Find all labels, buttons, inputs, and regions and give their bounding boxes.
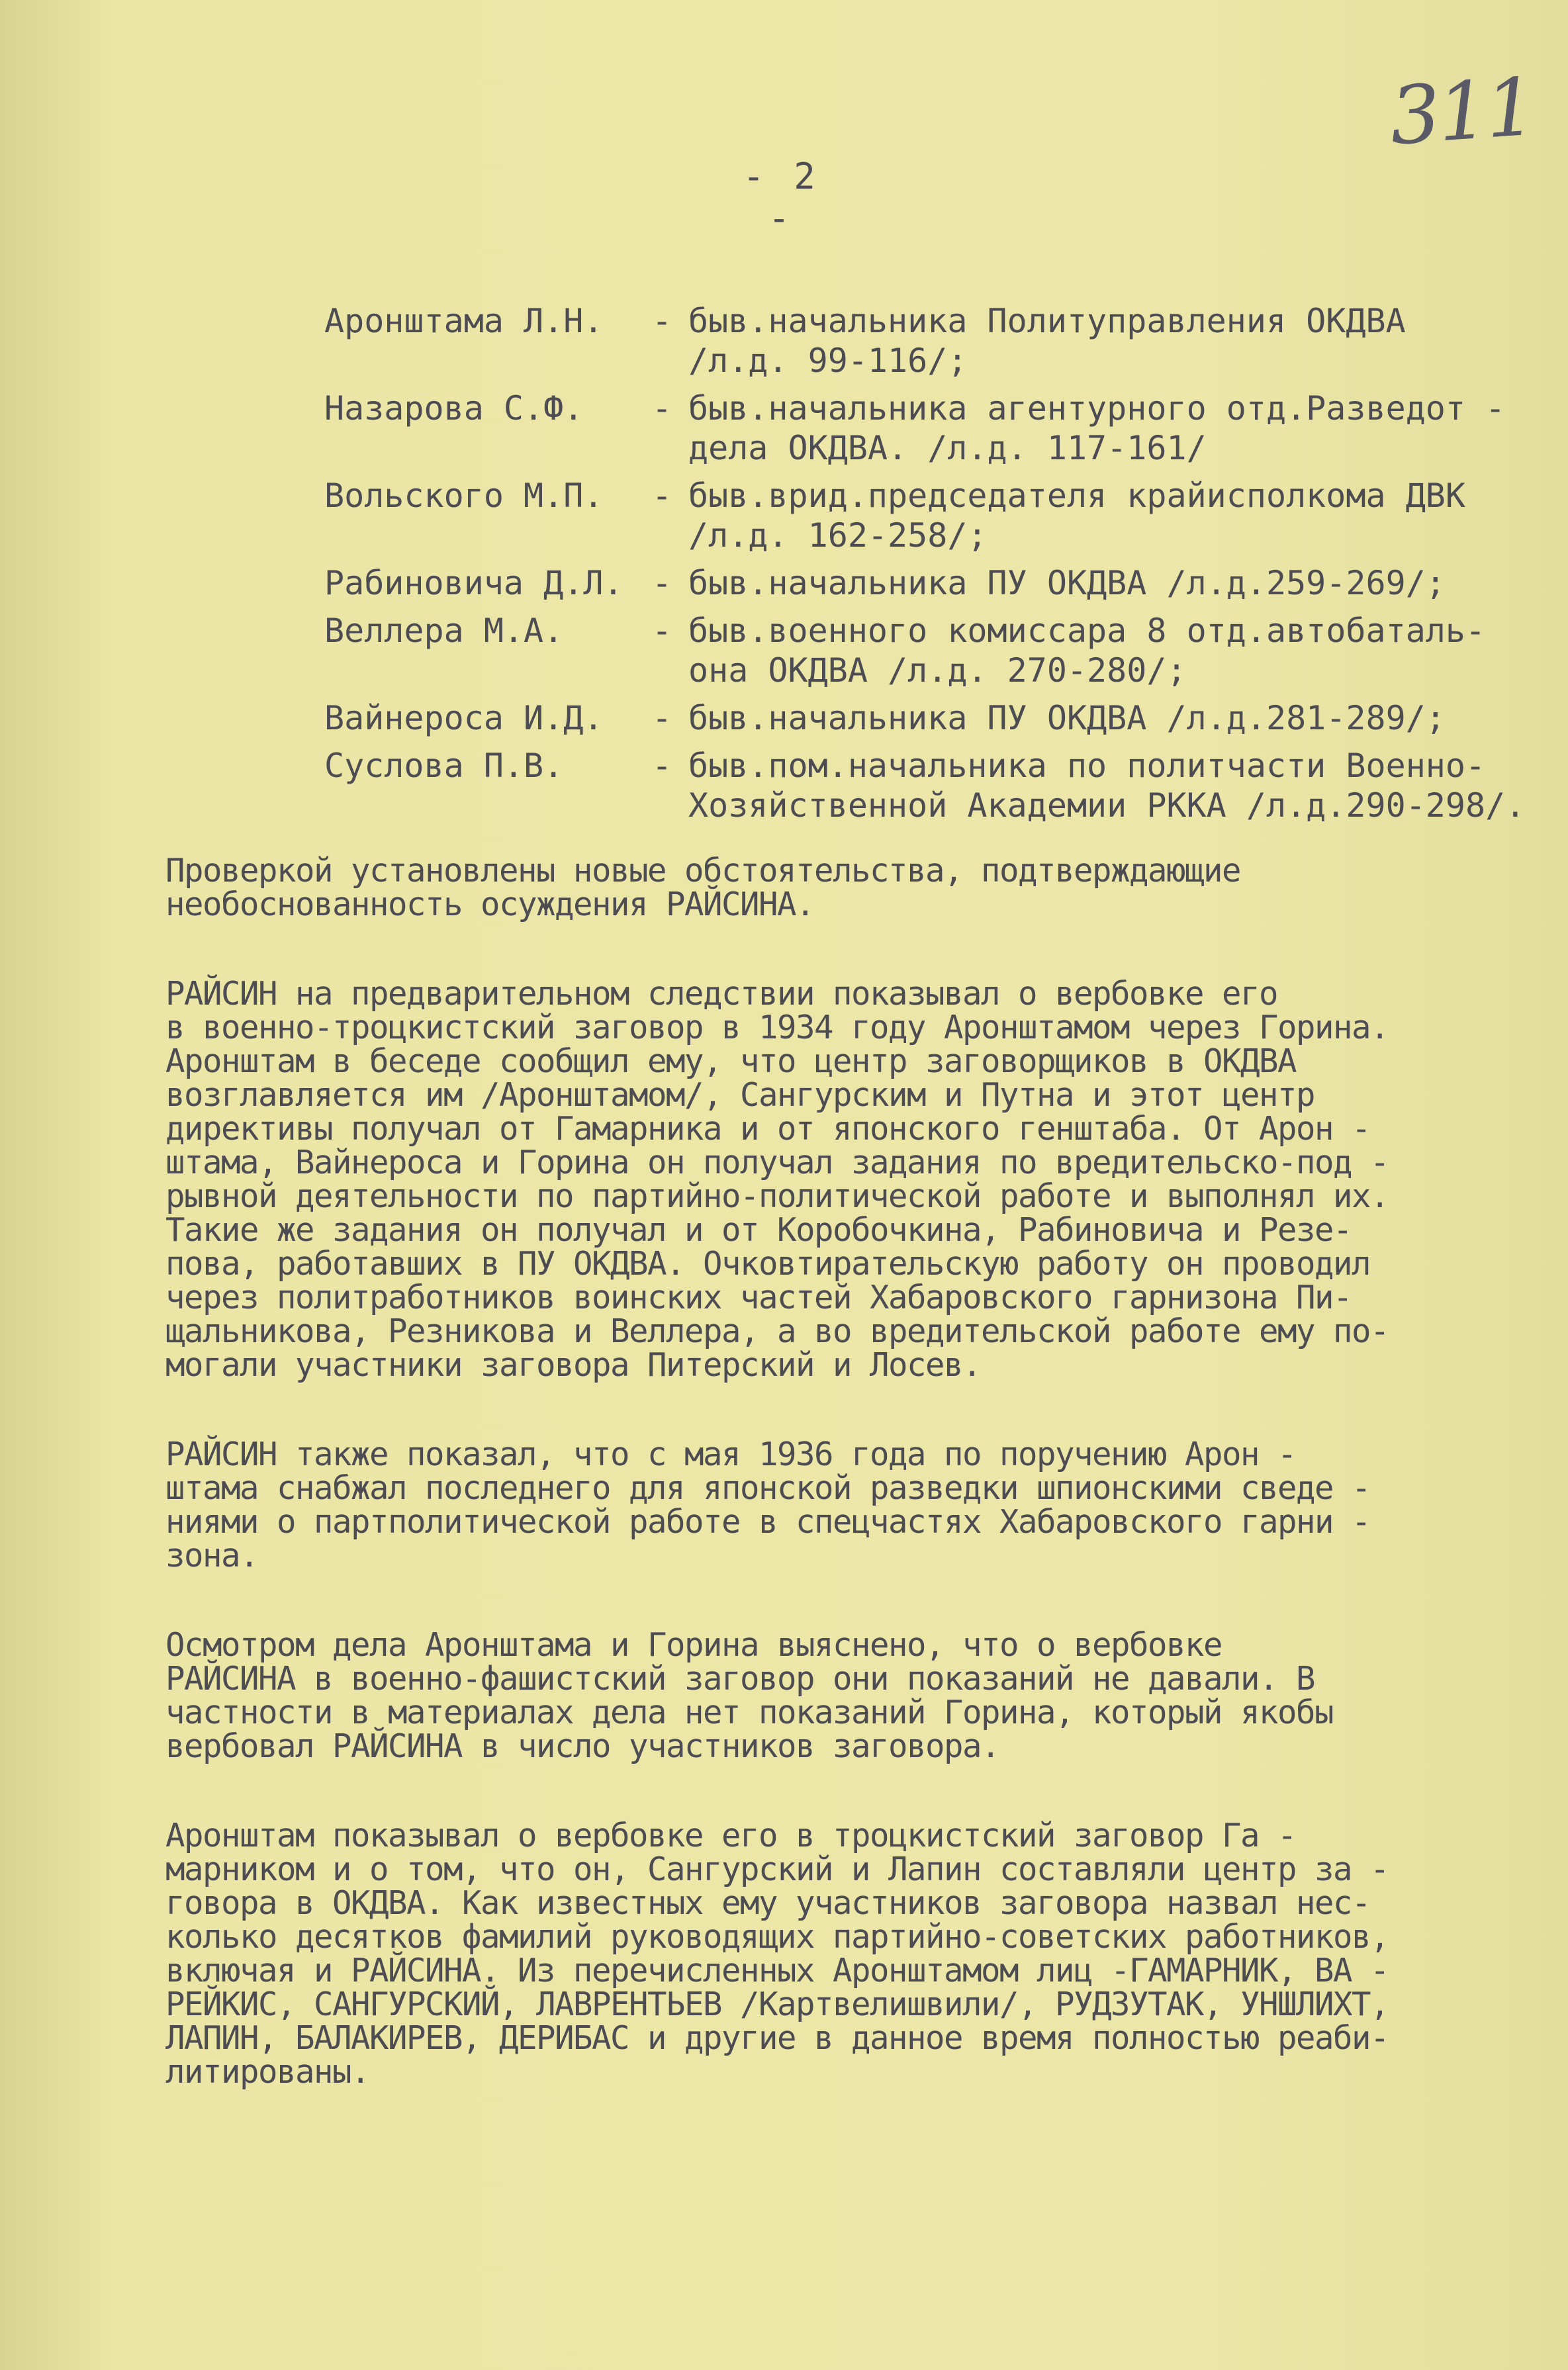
person-row — [324, 388, 1568, 468]
person-name: Назарова С.Ф. — [324, 389, 584, 428]
dash: - — [652, 302, 672, 340]
person-description: быв.начальника ПУ ОКДВА /л.д.281-289/; — [688, 699, 1446, 737]
dash: - — [652, 699, 672, 737]
person-row — [324, 611, 1568, 690]
person-row — [324, 301, 1568, 381]
person-row — [324, 698, 1568, 738]
person-name: Вайнероса И.Д. — [324, 699, 604, 737]
person-name: Суслова П.В. — [324, 747, 564, 785]
person-description: быв.начальника агентурного отд.Разведот - дела ОКДВА. /л.д. 117-161/ — [688, 389, 1506, 467]
dash: - — [652, 612, 672, 650]
persons-list — [324, 301, 1568, 833]
paragraph: РАЙСИН также показал, что с мая 1936 года по поручению Арон - штама снабжал последнего для японской разведки шпионскими сведе - ниями о партполитической работе в спецчастях Хабаровского гарни - зона. — [165, 1436, 1371, 1574]
dash: - — [652, 389, 672, 428]
person-name: Рабиновича Д.Л. — [324, 564, 623, 602]
person-row — [324, 563, 1568, 603]
page-number: - 2 - — [743, 156, 819, 239]
dash: - — [652, 477, 672, 515]
body-text — [165, 854, 1555, 2144]
paragraph: Проверкой установлены новые обстоятельства, подтверждающие необоснованность осуждения РАЙСИНА. — [165, 852, 1241, 923]
person-description: быв.пом.начальника по политчасти Военно- Хозяйственной Академии РККА /л.д.290-298/. — [688, 747, 1526, 825]
dash: - — [652, 747, 672, 785]
person-name: Веллера М.А. — [324, 612, 564, 650]
person-description: быв.врид.председателя крайисполкома ДВК /л.д. 162-258/; — [688, 477, 1465, 555]
person-description: быв.начальника Политуправления ОКДВА /л.д. 99-116/; — [688, 302, 1406, 380]
person-description: быв.военного комиссара 8 отд.автобаталь- она ОКДВА /л.д. 270-280/; — [688, 612, 1486, 690]
handwritten-sheet-number: 311 — [1387, 61, 1537, 163]
person-name: Аронштама Л.Н. — [324, 302, 604, 340]
paragraph: Осмотром дела Аронштама и Горина выяснено, что о вербовке РАЙСИНА в военно-фашистский заговор они показаний не давали. В частности в материалах дела нет показаний Горина, который якобы вербовал РАЙСИНА в число участников заговора. — [165, 1626, 1334, 1765]
person-name: Вольского М.П. — [324, 477, 604, 515]
paragraph: Аронштам показывал о вербовке его в троцкистский заговор Га - марником и о том, что он, Сангурский и Лапин составляли центр за - говора в ОКДВА. Как известных ему участников заговора назвал нес- колько десятков фамилий руководящих партийно-советских работников, включая и РАЙСИНА. Из перечисленных Аронштамом лиц -ГАМАРНИК, ВА - РЕЙКИС, САНГУРСКИЙ, ЛАВРЕНТЬЕВ /Картвелишвили/, РУДЗУТАК, УНШЛИХТ, ЛАПИН, БАЛАКИРЕВ, ДЕРИБАС и другие в данное время полностью реаби- литированы. — [165, 1817, 1389, 2091]
person-row — [324, 476, 1568, 555]
person-row — [324, 746, 1568, 825]
paragraph: РАЙСИН на предварительном следствии показывал о вербовке его в военно-троцкистский заговор в 1934 году Аронштамом через Горина. Аронштам в беседе сообщил ему, что центр заговорщиков в ОКДВА возглавляется им /Аронштамом/, Сангурским и Путна и этот центр директивы получал от Гамарника и от японского генштаба. От Арон - штама, Вайнероса и Горина он получал задания по вредительско-под - рывной деятельности по партийно-политической работе и выполнял их. Такие же задания он получал и от Коробочкина, Рабиновича и Резе- пова, работавших в ПУ ОКДВА. Очковтирательскую работу он проводил через политработников воинских частей Хабаровского гарнизона Пи- щальникова, Резникова и Веллера, а во вредительской работе ему по- могали участники заговора Питерский и Лосев. — [165, 975, 1389, 1384]
dash: - — [652, 564, 672, 602]
person-description: быв.начальника ПУ ОКДВА /л.д.259-269/; — [688, 564, 1446, 602]
